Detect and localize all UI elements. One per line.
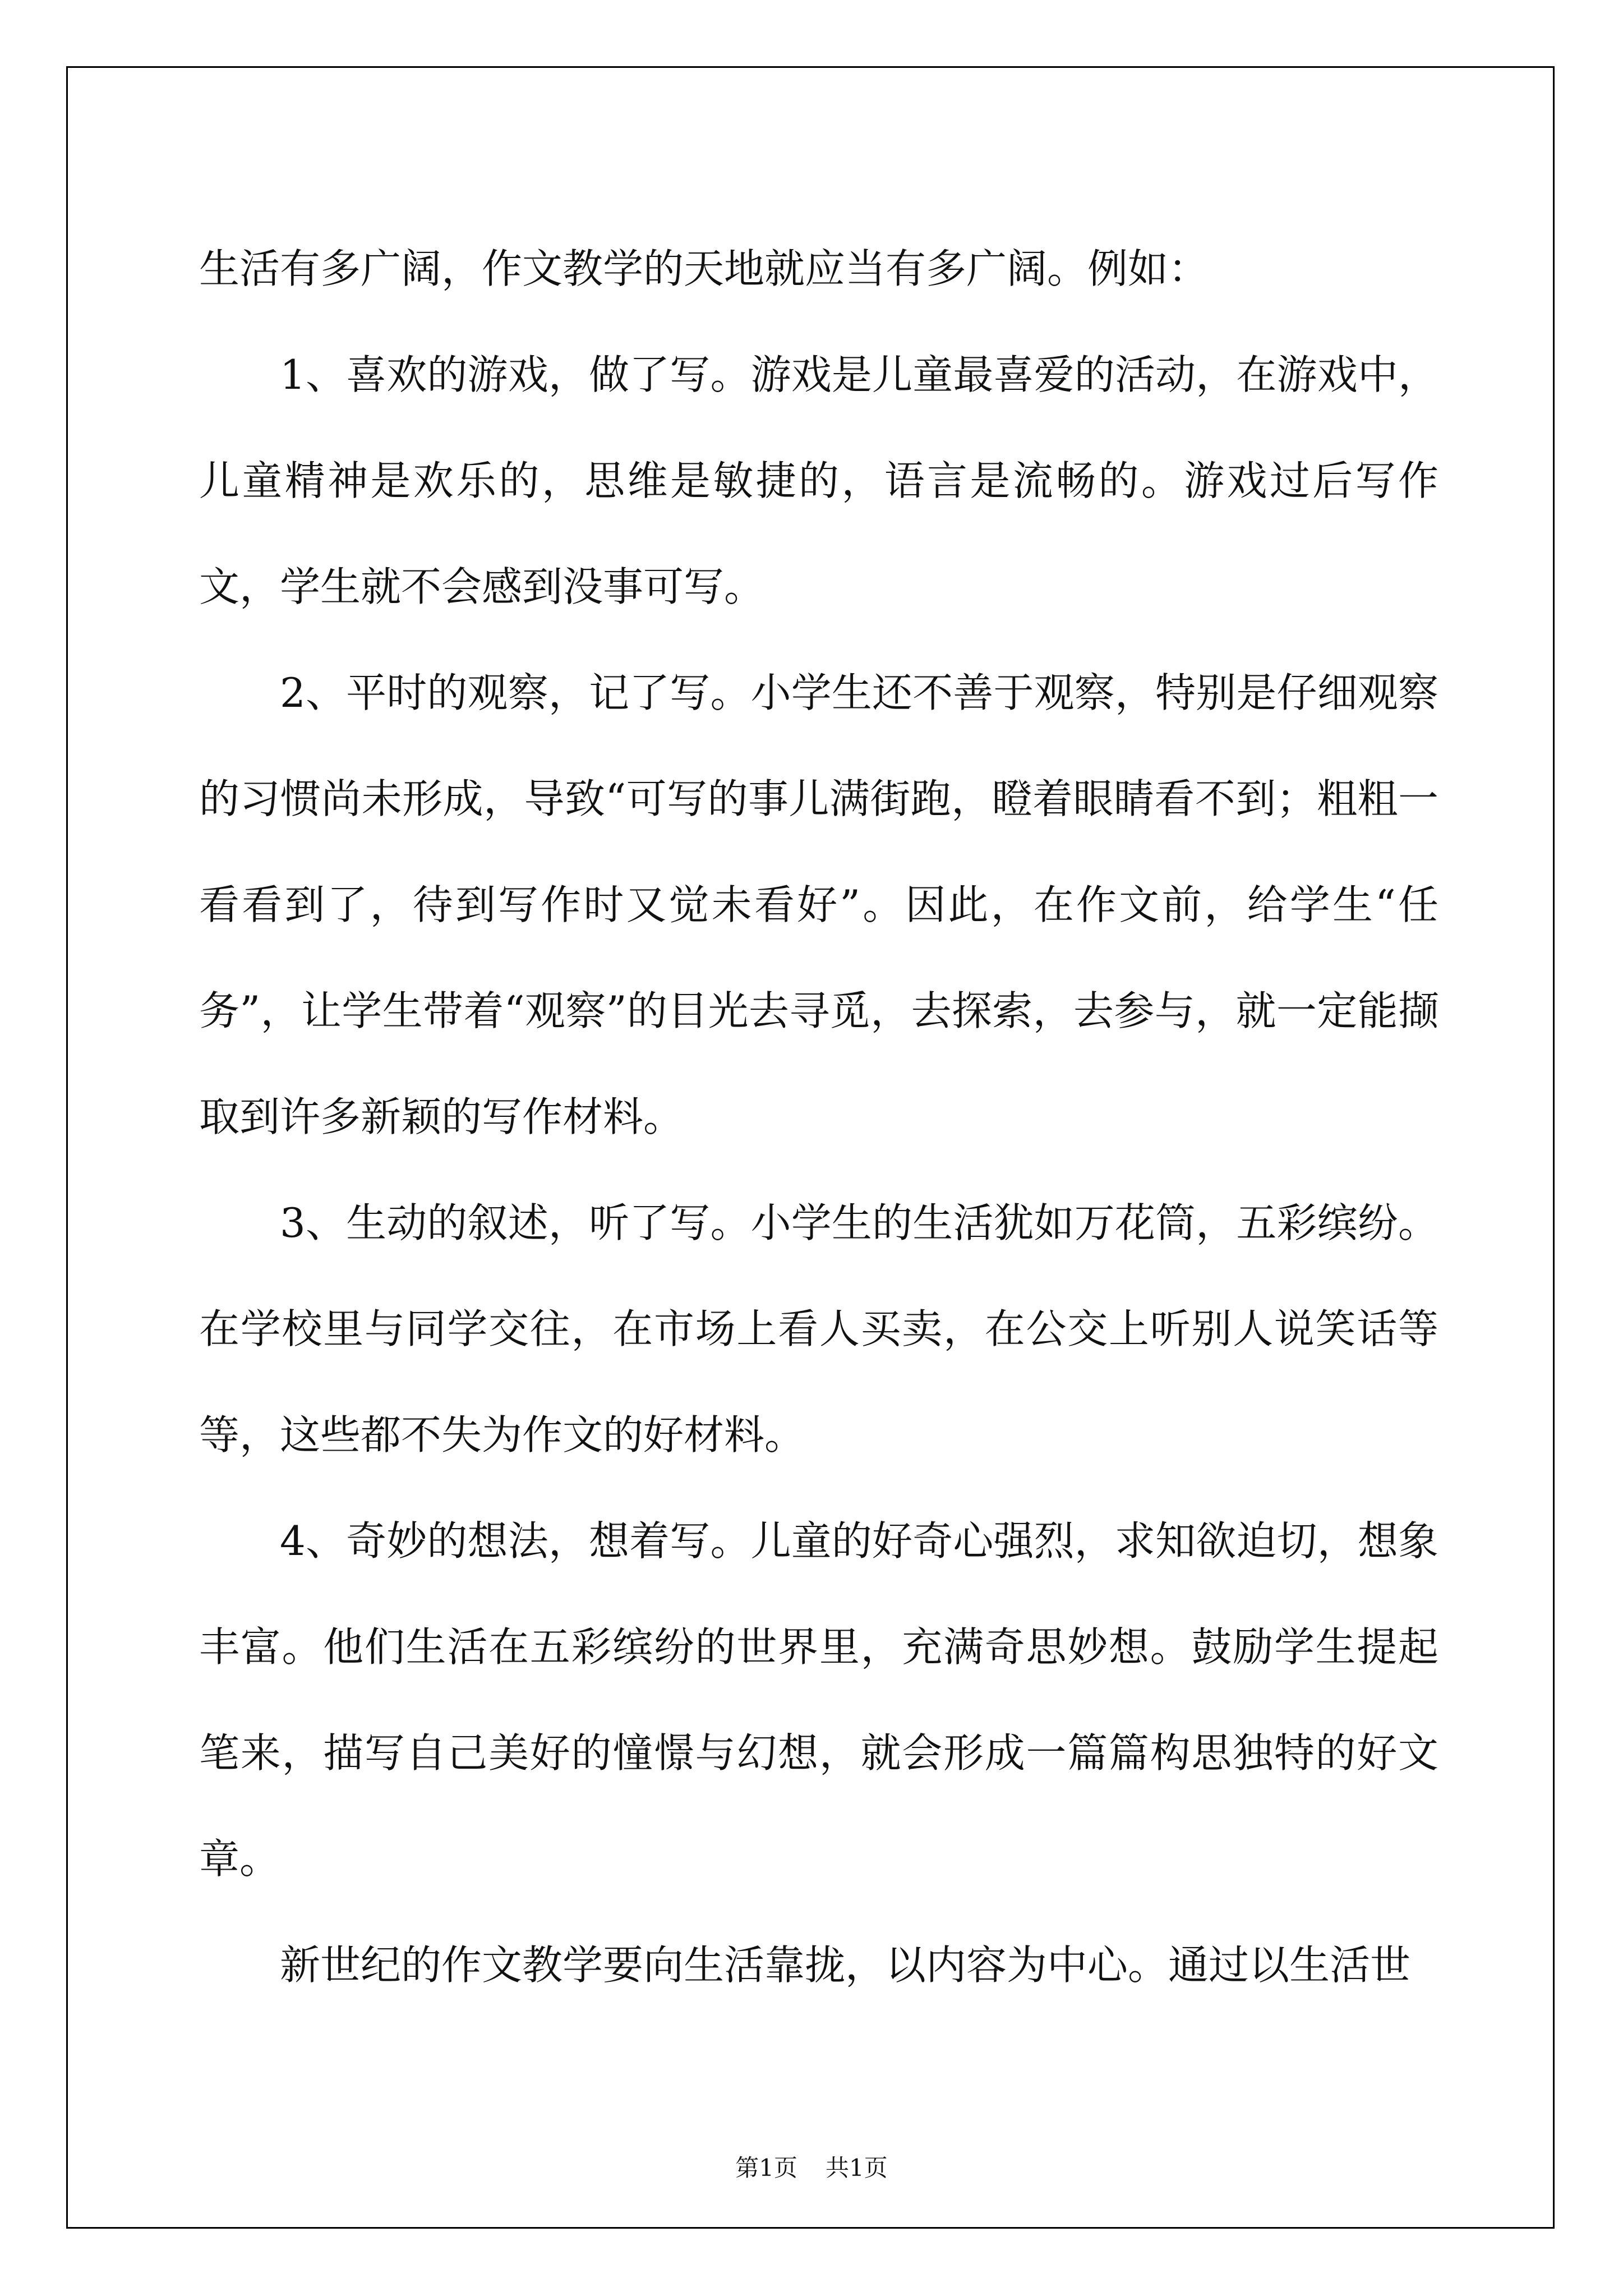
document-body (199, 216, 1438, 2018)
page-total: 共1页 (826, 2154, 888, 2182)
paragraph-intro: 生活有多广阔，作文教学的天地就应当有多广阔。例如： (199, 245, 1209, 292)
paragraph-conclusion: 新世纪的作文教学要向生活靠拢，以内容为中心。通过以生活世 (280, 1941, 1411, 1989)
paragraph-games: 1、喜欢的游戏，做了写。游戏是儿童最喜爱的活动，在游戏中，儿童精神是欢乐的，思维是敏捷的，语言是流畅的。游戏过后写作文，学生就不会感到没事可写。 (199, 351, 1438, 610)
paragraph-observation: 2、平时的观察，记了写。小学生还不善于观察，特别是仔细观察的习惯尚未形成，导致“可写的事儿满街跑，瞪着眼睛看不到；粗粗一看看到了，待到写作时又觉未看好”。因此，在作文前，给学生“任务”，让学生带着“观察”的目光去寻觅，去探索，去参与，就一定能撷取到许多新颖的写作材料。 (199, 669, 1438, 1140)
paragraph-narration: 3、生动的叙述，听了写。小学生的生活犹如万花筒，五彩缤纷。在学校里与同学交往，在市场上看人买卖，在公交上听别人说笑话等等，这些都不失为作文的好材料。 (199, 1199, 1438, 1458)
page-number: 第1页 (735, 2154, 797, 2182)
page-footer (0, 2150, 1623, 2183)
paragraph-imagination: 4、奇妙的想法，想着写。儿童的好奇心强烈，求知欲迫切，想象丰富。他们生活在五彩缤纷的世界里，充满奇思妙想。鼓励学生提起笔来，描写自己美好的憧憬与幻想，就会形成一篇篇构思独特的好文章。 (199, 1517, 1438, 1883)
